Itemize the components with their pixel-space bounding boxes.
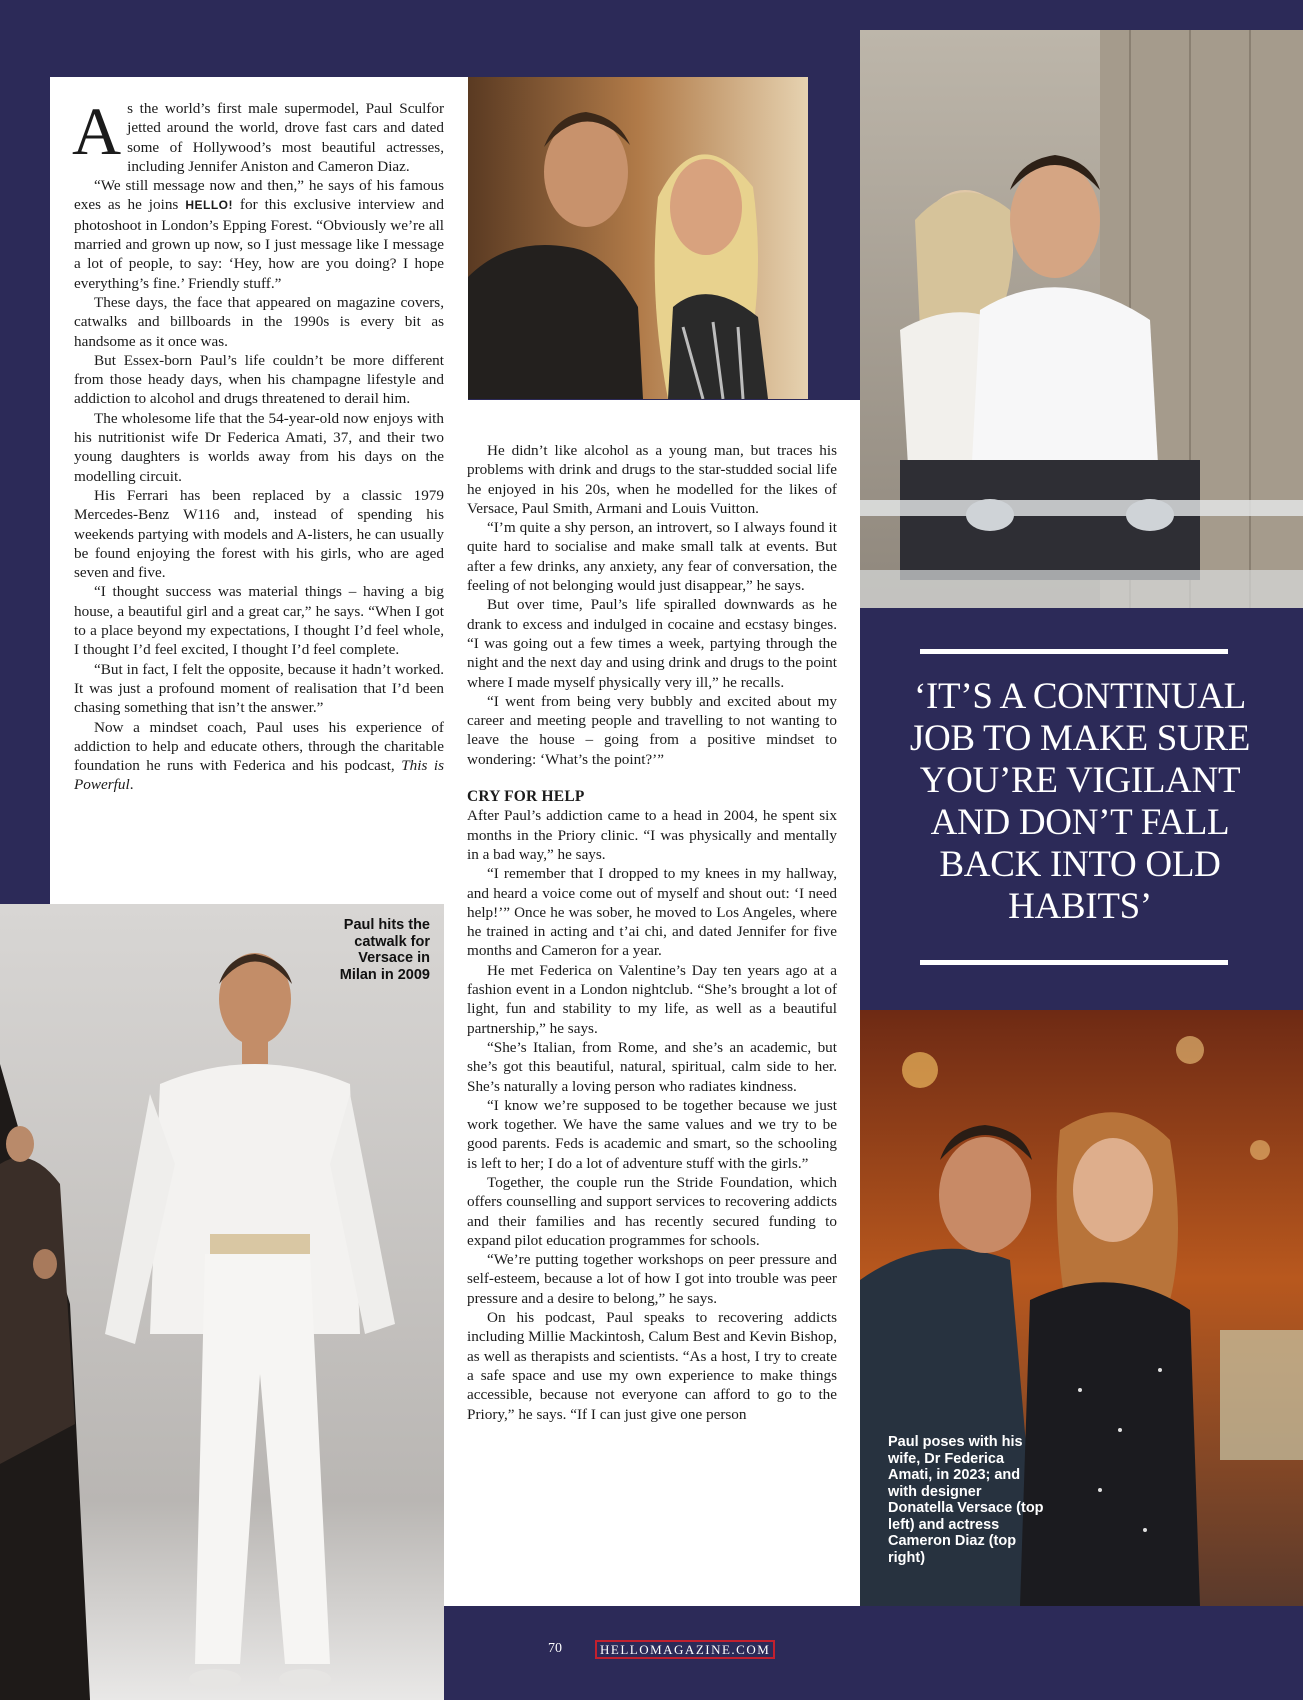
podcast-title: This is Powerful [74,757,444,794]
article-paragraph: His Ferrari has been replaced by a classic 1979 Mercedes-Benz W116 and, instead of spending his weekends partying with models and A-listers, he can usually be found enjoying the forest with his girls, who are aged seven and five. [74,486,444,582]
subheading: CRY FOR HELP [467,788,585,806]
pull-quote: ‘IT’S A CONTINUAL JOB TO MAKE SURE YOU’RE VIGILANT AND DON’T FALL BACK INTO OLD HABITS’ [909,676,1251,927]
drop-cap: A [72,93,122,169]
article-paragraph: Together, the couple run the Stride Foundation, which offers counselling and support services to recovering addicts and their families and has recently secured funding to expand pilot education programmes for schools. [467,1173,837,1249]
article-paragraph: “I thought success was material things – having a big house, a beautiful girl and a great car,” he says. “When I got to a place beyond my expectations, I thought I’d feel whole, I thought I’d feel excited, I thought I’d feel complete. [74,583,444,659]
article-paragraph: He met Federica on Valentine’s Day ten years ago at a fashion event in a London nightclub. “She’s brought a lot of light, fun and stability to my life, as well as a beautiful partnership,” he says. [467,961,837,1037]
caption-catwalk: Paul hits the catwalk for Versace in Milan in 2009 [339,917,430,983]
article-paragraph: “We still message now and then,” he says of his famous exes as he joins HELLO! for this exclusive interview and photoshoot in London’s Epping Forest. “Obviously we’re all married and grown up now, so I just message like I message a lot of people, to say: ‘Hey, how are you doing? I hope everything’s fine.’ Friendly stuff.” [74,177,445,292]
article-paragraph: As the world’s first male supermodel, Paul Sculfor jetted around the world, drove fast cars and dated some of Hollywood’s most beautiful actresses, including Jennifer Aniston and Cameron Diaz. [72,93,444,175]
article-paragraph: The wholesome life that the 54-year-old now enjoys with his nutritionist wife Dr Federica Amati, 37, and their two young daughters is worlds away from his days on the modelling circuit. [74,409,444,485]
article-paragraph: “She’s Italian, from Rome, and she’s an academic, but she’s got this beautiful, natural, spiritual, calm side to her. She’s naturally a loving person who radiates kindness. [467,1038,837,1095]
website-url[interactable]: HELLOMAGAZINE.COM [595,1640,775,1659]
article-paragraph: These days, the face that appeared on magazine covers, catwalks and billboards in the 1990s is every bit as handsome as it once was. [74,293,444,350]
article-paragraph: Now a mindset coach, Paul uses his experience of addiction to help and educate others, through the charitable foundation he runs with Federica and his podcast, This is Powerful. [74,718,444,794]
quote-rule-top [920,649,1228,654]
article-paragraph: After Paul’s addiction came to a head in 2004, he spent six months in the Priory clinic. “I was physically and mentally in a bad way,” he says. [467,807,837,863]
article-column-2 [467,441,837,1424]
article-paragraph: “I know we’re supposed to be together because we just work together. We have the same values and we try to be good parents. Feds is academic and smart, so the schooling is left to her; I do a lot of adventure stuff with the girls.” [467,1096,837,1172]
article-paragraph: “I went from being very bubbly and excited about my career and meeting people and travelling to not wanting to leave the house – going from a positive mindset to wondering: ‘What’s the point?’” [467,692,837,768]
article-column-1 [72,93,445,795]
article-paragraph: But over time, Paul’s life spiralled downwards as he drank to excess and indulged in cocaine and ecstasy binges. “I was going out a few times a week, partying through the night and the next day and using drink and drugs to the point where I made myself physically very ill,” he recalls. [467,596,837,691]
photo-catwalk [0,904,444,1700]
page-number: 70 [548,1641,562,1656]
photo-paul-cameron [860,30,1303,608]
photo-paul-donatella [468,77,808,399]
article-paragraph: “I’m quite a shy person, an introvert, so I always found it quite hard to socialise and make small talk at events. But after a few drinks, any anxiety, any fear of conversation, the feeling of not belonging would just disappear,” he says. [467,519,837,595]
article-paragraph: “We’re putting together workshops on peer pressure and self-esteem, because a lot of how I got into trouble was peer pressure and a desire to belong,” he says. [467,1251,837,1307]
article-paragraph: “But in fact, I felt the opposite, because it hadn’t worked. It was just a profound moment of realisation that I’d been chasing something that isn’t the answer.” [74,660,444,717]
quote-rule-bottom [920,960,1228,965]
article-paragraph: He didn’t like alcohol as a young man, but traces his problems with drink and drugs to the star-studded social life he enjoyed in his 20s, when he modelled for the likes of Versace, Paul Smith, Armani and Louis Vuitton. [467,442,837,517]
hello-brand: HELLO! [185,198,233,213]
article-paragraph: On his podcast, Paul speaks to recovering addicts including Millie Mackintosh, Calum Best and Kevin Bishop, as well as therapists and scientists. “As a host, I try to create a safe space and use my own experience to make things accessible, because not everyone can afford to go to the Priory,” he says. “If I can just give one person [467,1309,837,1423]
caption-wife: Paul poses with his wife, Dr Federica Amati, in 2023; and with designer Donatella Versace (top left) and actress Cameron Diaz (top right) [888,1434,1044,1566]
article-paragraph: But Essex-born Paul’s life couldn’t be more different from those heady days, when his champagne lifestyle and addiction to alcohol and drugs threatened to derail him. [74,351,444,408]
article-paragraph: “I remember that I dropped to my knees in my hallway, and heard a voice come out of myself and shout out: ‘I need help!’” Once he was sober, he moved to Los Angeles, where he trained in acting and t’ai chi, and dated Jennifer for five months and Cameron for a year. [467,865,837,960]
